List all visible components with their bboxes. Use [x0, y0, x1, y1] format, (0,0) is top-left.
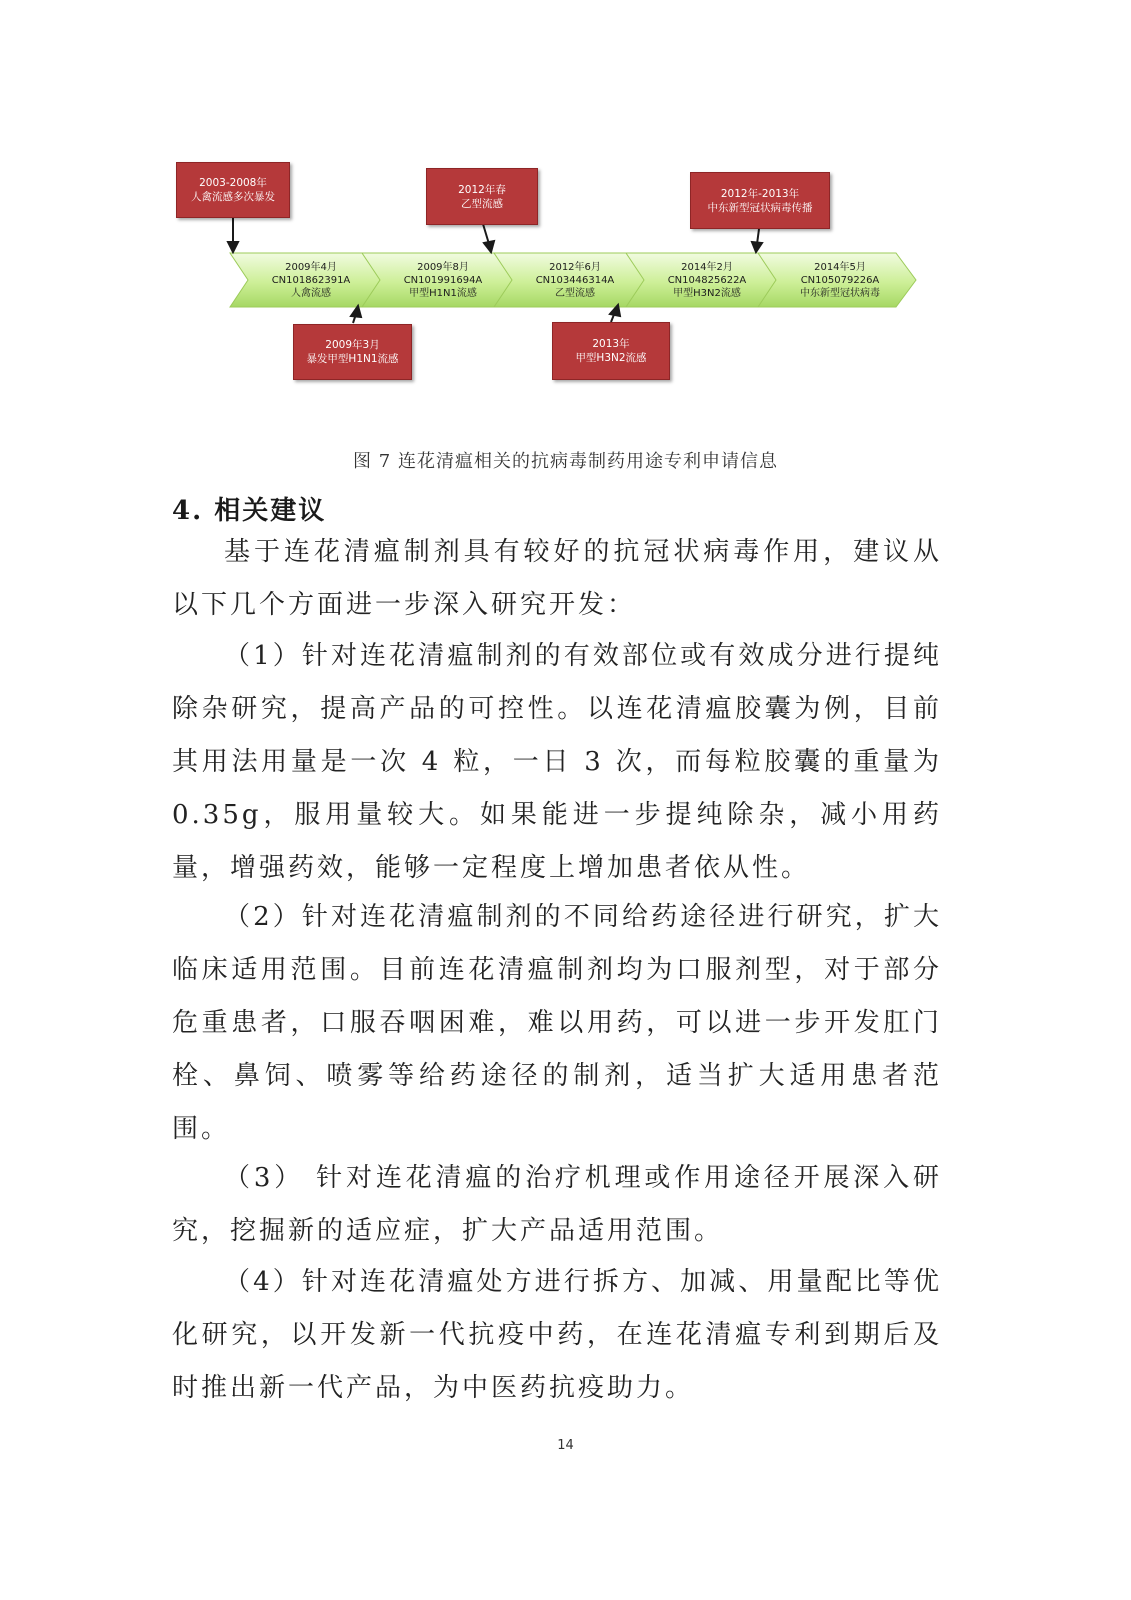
- figure-caption: 图 7 连花清瘟相关的抗病毒制药用途专利申请信息: [353, 451, 778, 472]
- event-line-2: 中东新型冠状病毒传播: [707, 201, 813, 214]
- event-line-1: 2012年春: [458, 183, 506, 196]
- event-box-5: [552, 322, 670, 380]
- section-heading: 4. 相关建议: [172, 496, 327, 526]
- patent-topic: 甲型H1N1流感: [409, 287, 477, 299]
- event-box-2: [426, 168, 538, 225]
- patent-timeline-diagram: [0, 0, 1131, 400]
- patent-item-1: [246, 253, 376, 307]
- event-box-4: [293, 324, 412, 380]
- patent-item-4: [642, 253, 772, 307]
- patent-date: 2014年5月: [814, 261, 866, 273]
- patent-topic: 人禽流感: [291, 287, 331, 299]
- event-line-2: 暴发甲型H1N1流感: [306, 353, 399, 365]
- patent-number: CN101862391A: [271, 274, 351, 286]
- event-box-3: [690, 172, 830, 229]
- patent-item-2: [378, 253, 508, 307]
- event-line-2: 乙型流感: [461, 197, 503, 210]
- paragraph-suggestion-4: （4）针对连花清瘟处方进行拆方、加减、用量配比等优化研究，以开发新一代抗疫中药，在连花清瘟专利到期后及时推出新一代产品，为中医药抗疫助力。: [172, 1267, 942, 1403]
- event-line-1: 2013年: [592, 338, 630, 350]
- patent-number: CN101991694A: [403, 274, 483, 286]
- event-line-1: 2009年3月: [325, 339, 380, 351]
- paragraph-suggestion-1: （1）针对连花清瘟制剂的有效部位或有效成分进行提纯除杂研究，提高产品的可控性。以连花清瘟胶囊为例，目前其用法用量是一次 4 粒，一日 3 次，而每粒胶囊的重量为 0.35g，服用量较大。如果能进一步提纯除杂，减小用药量，增强药效，能够一定程度上增加患者依从性。: [172, 641, 942, 883]
- arrow-event-2: [483, 224, 489, 244]
- paragraph-suggestion-3: （3） 针对连花清瘟的治疗机理或作用途径开展深入研究，挖掘新的适应症，扩大产品适用范围。: [172, 1163, 942, 1246]
- patent-item-5: [775, 253, 905, 307]
- page-number: 14: [557, 1438, 574, 1453]
- patent-number: CN105079226A: [800, 274, 880, 286]
- patent-number: CN104825622A: [667, 274, 747, 286]
- patent-date: 2012年6月: [549, 261, 601, 273]
- event-line-1: 2003-2008年: [199, 177, 267, 189]
- event-box-1: [176, 162, 290, 218]
- patent-number: CN103446314A: [535, 274, 615, 286]
- patent-date: 2014年2月: [681, 261, 733, 273]
- paragraph-suggestion-2: （2）针对连花清瘟制剂的不同给药途径进行研究，扩大临床适用范围。目前连花清瘟制剂均为口服剂型，对于部分危重患者，口服吞咽困难，难以用药，可以进一步开发肛门栓、鼻饲、喷雾等给药途径的制剂，适当扩大适用患者范围。: [172, 902, 942, 1144]
- patent-topic: 甲型H3N2流感: [673, 287, 741, 299]
- event-line-2: 甲型H3N2流感: [575, 352, 647, 364]
- patent-date: 2009年4月: [285, 261, 337, 273]
- event-line-1: 2012年-2013年: [720, 187, 800, 200]
- patent-topic: 乙型流感: [555, 287, 595, 299]
- patent-item-3: [510, 253, 640, 307]
- patent-topic: 中东新型冠状病毒: [800, 287, 880, 299]
- patent-date: 2009年8月: [417, 261, 469, 273]
- event-line-2: 人禽流感多次暴发: [191, 191, 275, 203]
- paragraph-intro: 基于连花清瘟制剂具有较好的抗冠状病毒作用，建议从以下几个方面进一步深入研究开发：: [172, 537, 942, 620]
